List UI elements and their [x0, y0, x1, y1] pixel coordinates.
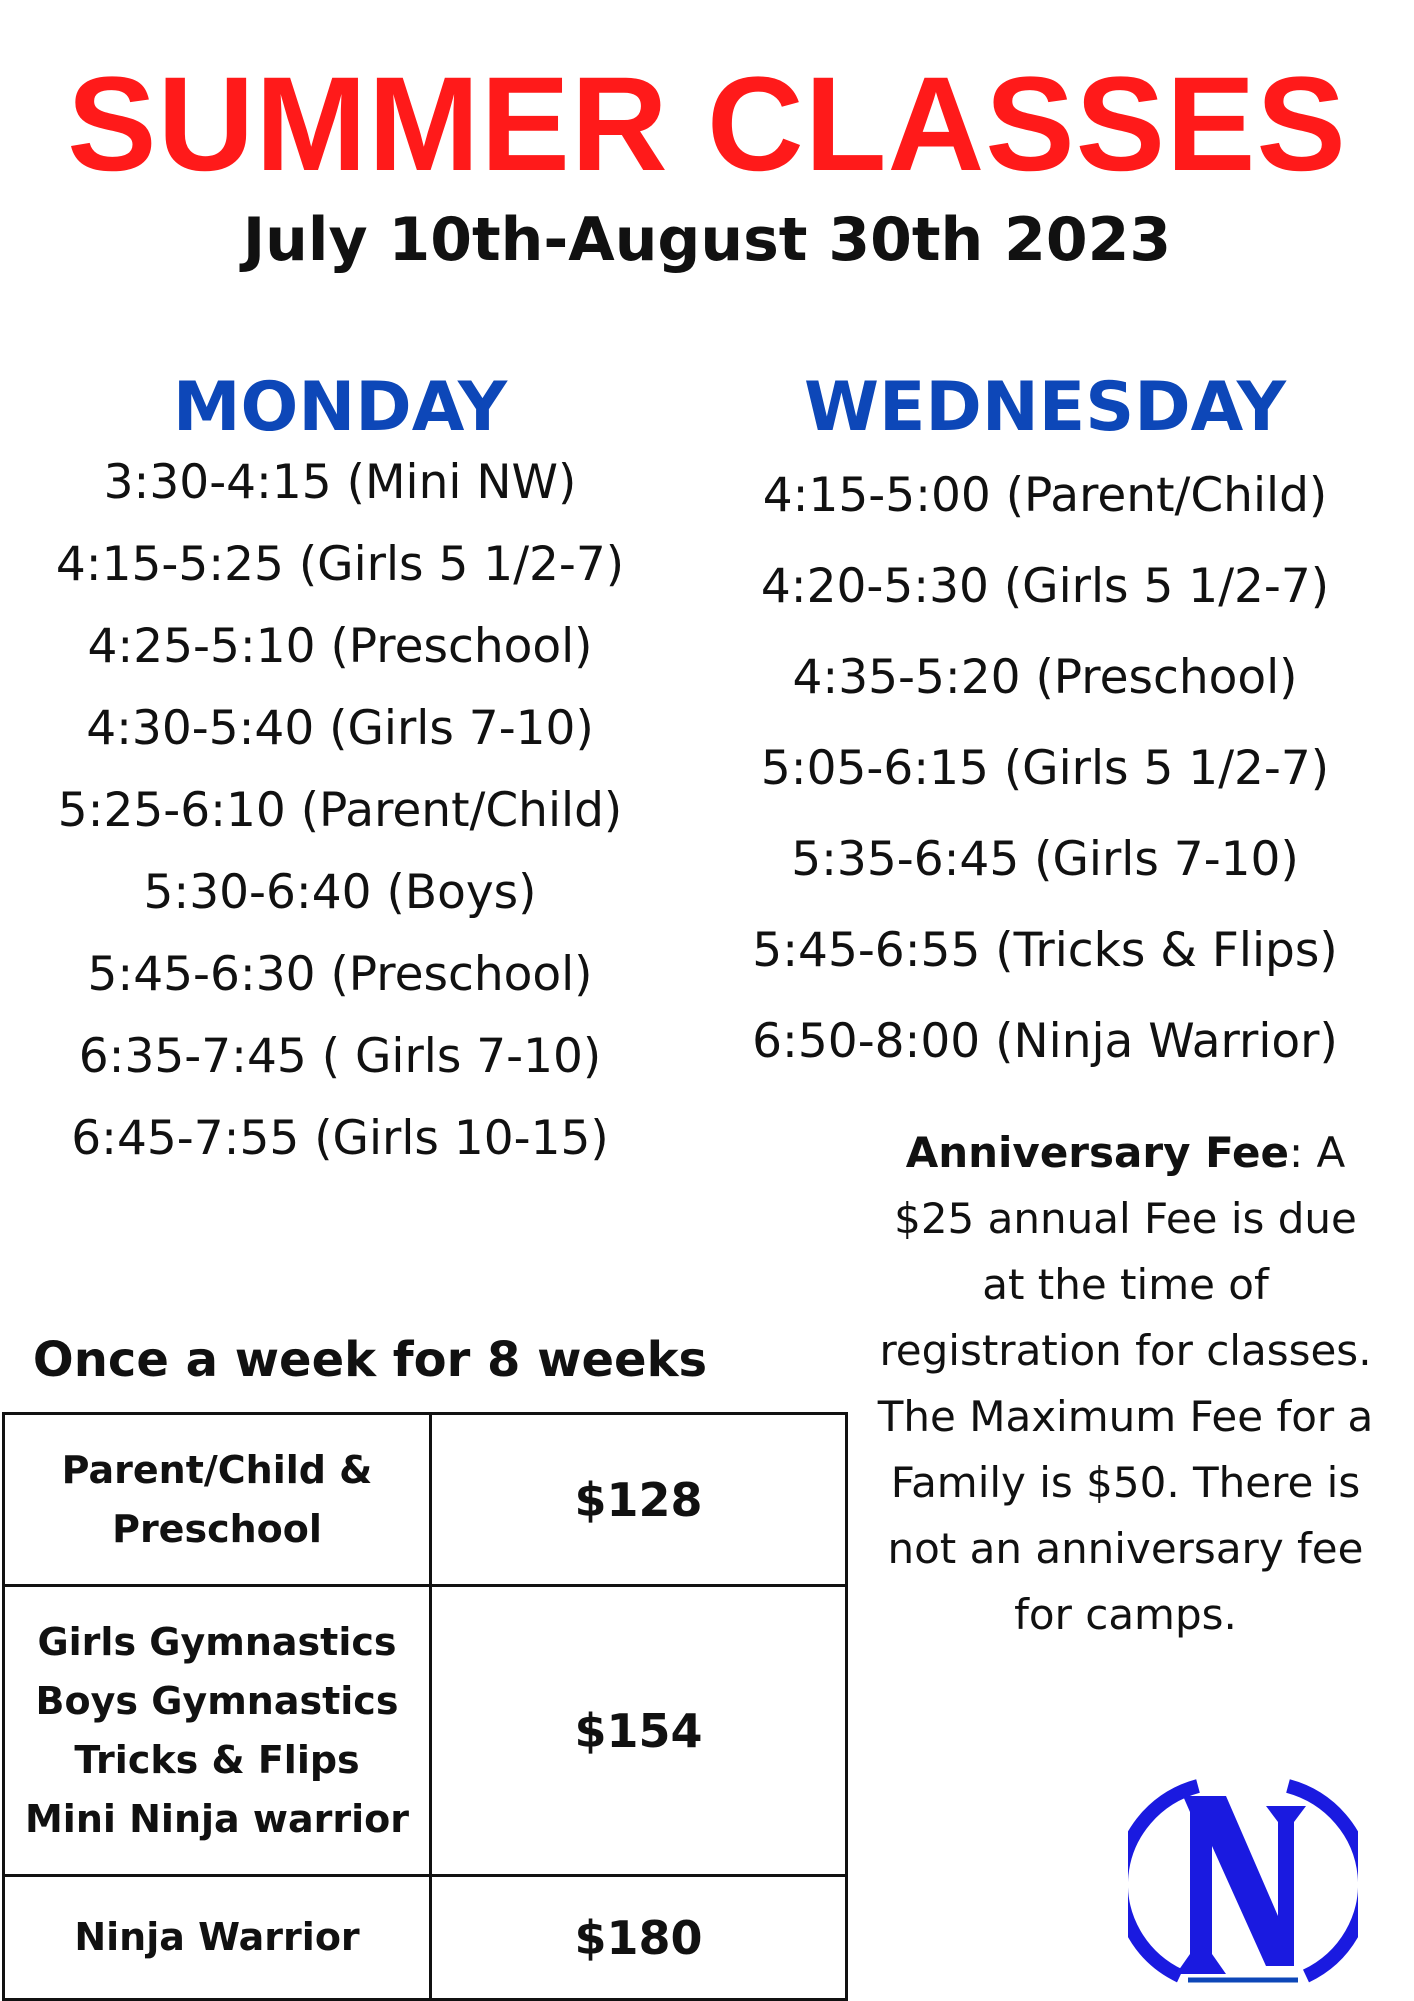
- wednesday-slot: 5:45-6:55 (Tricks & Flips): [752, 923, 1338, 978]
- wednesday-slot: 6:50-8:00 (Ninja Warrior): [752, 1014, 1338, 1069]
- wednesday-slot: 4:20-5:30 (Girls 5 1/2-7): [760, 559, 1330, 614]
- price-cell: $154: [431, 1586, 847, 1876]
- class-name: Preschool: [112, 1506, 322, 1551]
- class-name: Boys Gymnastics: [35, 1678, 399, 1723]
- wednesday-slot: 4:15-5:00 (Parent/Child): [762, 468, 1328, 523]
- monday-heading: MONDAY: [172, 368, 508, 447]
- class-list-cell: [4, 1876, 431, 2000]
- price-cell: $180: [431, 1876, 847, 2000]
- monday-slot: 5:30-6:40 (Boys): [143, 865, 537, 920]
- wednesday-heading: WEDNESDAY: [803, 368, 1287, 447]
- class-name: Ninja Warrior: [74, 1915, 360, 1959]
- monday-slot: 6:45-7:55 (Girls 10-15): [71, 1111, 609, 1166]
- monday-slot: 4:15-5:25 (Girls 5 1/2-7): [55, 537, 625, 592]
- page-title: SUMMER CLASSES: [67, 50, 1347, 199]
- class-name: Parent/Child &: [61, 1447, 373, 1492]
- monday-slot: 4:25-5:10 (Preschool): [87, 619, 593, 674]
- class-name: Mini Ninja warrior: [24, 1796, 410, 1841]
- logo-letter-n: [1176, 1796, 1306, 1974]
- pricing-table: [2, 1412, 848, 2001]
- wednesday-slot: 5:35-6:45 (Girls 7-10): [791, 832, 1299, 887]
- pricing-heading: Once a week for 8 weeks: [32, 1332, 708, 1388]
- monday-slot: 6:35-7:45 ( Girls 7-10): [78, 1029, 602, 1084]
- date-range: July 10th-August 30th 2023: [242, 205, 1172, 275]
- class-name: Girls Gymnastics: [37, 1619, 397, 1664]
- wednesday-schedule: [700, 450, 1390, 1087]
- monday-slot: 4:30-5:40 (Girls 7-10): [86, 701, 594, 756]
- anniversary-fee-text: : A $25 annual Fee is due at the time of registration for classes. The Maximum Fee for a Family is $50. There is not an anniversary fee for camps.: [877, 1128, 1374, 1639]
- monday-column: [20, 368, 660, 1180]
- table-row: [4, 1414, 847, 1586]
- wednesday-column: [700, 368, 1390, 1087]
- table-row: [4, 1876, 847, 2000]
- logo-left-arc: [1128, 1786, 1198, 1976]
- monday-slot: 5:25-6:10 (Parent/Child): [57, 783, 623, 838]
- class-list-cell: [4, 1414, 431, 1586]
- anniversary-fee-note: [868, 1120, 1383, 1648]
- price-cell: $128: [431, 1414, 847, 1586]
- monday-slot: 3:30-4:15 (Mini NW): [103, 455, 577, 510]
- table-row: [4, 1586, 847, 1876]
- N-logo-icon: [1128, 1768, 1358, 1990]
- class-name: Tricks & Flips: [74, 1737, 360, 1782]
- monday-schedule: [20, 442, 660, 1180]
- wednesday-slot: 4:35-5:20 (Preschool): [792, 650, 1298, 705]
- anniversary-fee-label: Anniversary Fee: [905, 1128, 1290, 1177]
- wednesday-slot: 5:05-6:15 (Girls 5 1/2-7): [760, 741, 1330, 796]
- monday-slot: 5:45-6:30 (Preschool): [87, 947, 593, 1002]
- class-list-cell: [4, 1586, 431, 1876]
